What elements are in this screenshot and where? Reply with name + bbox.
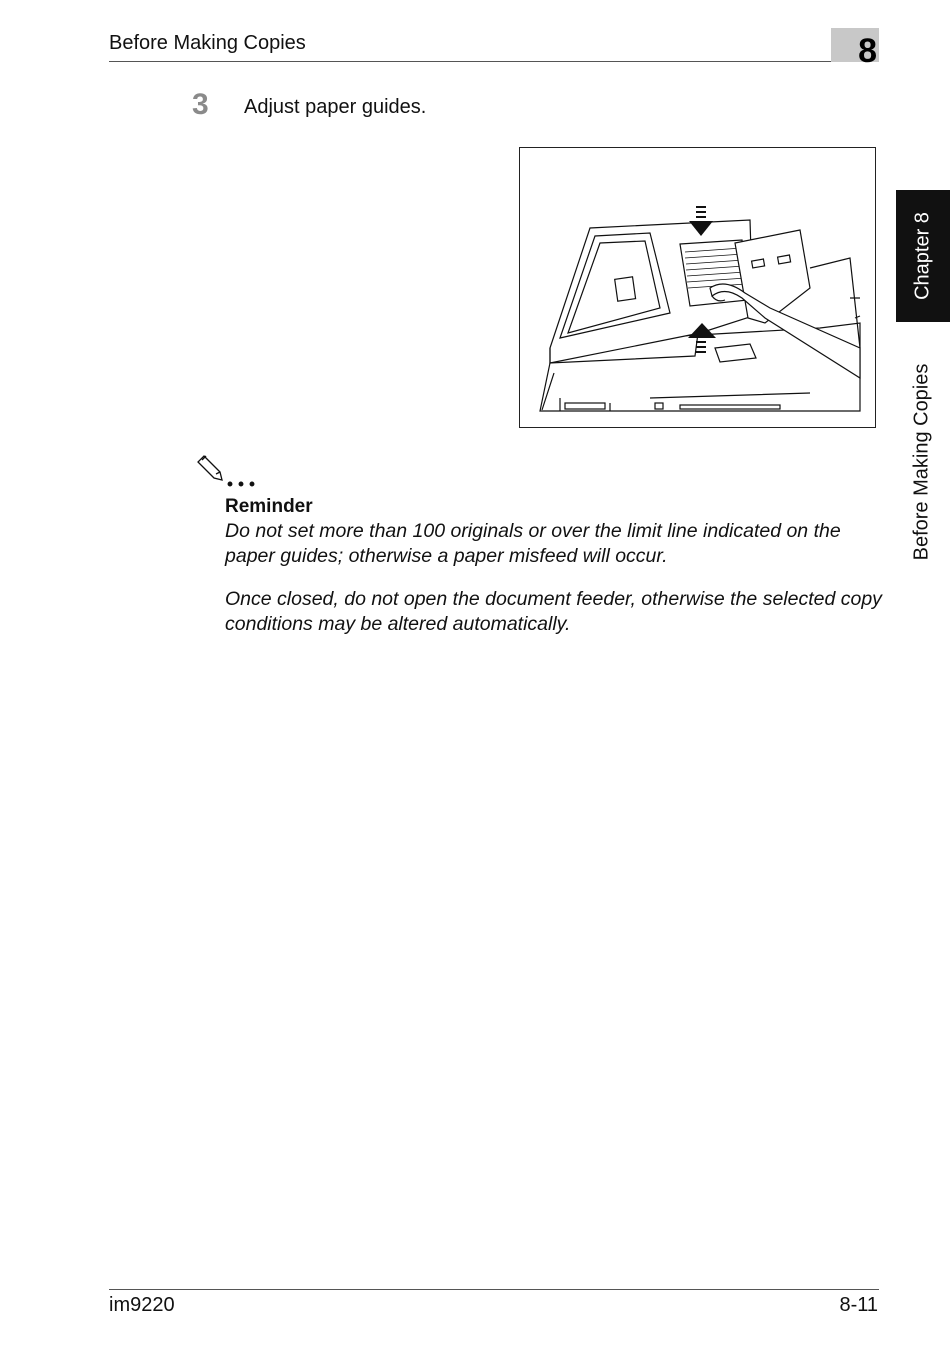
chapter-number: 8	[858, 32, 877, 70]
footer-rule	[109, 1289, 879, 1290]
step-number: 3	[192, 88, 209, 121]
side-tab-chapter	[896, 190, 950, 322]
header-rule	[109, 61, 879, 62]
side-tab-section-label: Before Making Copies	[910, 363, 933, 561]
document-feeder-illustration	[519, 147, 876, 428]
reminder-paragraph: Do not set more than 100 originals or over the limit line indicated on the paper guides; otherwise a paper misfeed will occur.	[225, 520, 841, 567]
page-header-title: Before Making Copies	[109, 32, 306, 54]
step-instruction: Adjust paper guides.	[244, 96, 427, 118]
footer-model: im9220	[109, 1294, 175, 1316]
side-tab-chapter-label: Chapter 8	[911, 212, 934, 300]
reminder-title: Reminder	[225, 496, 313, 517]
footer-page-number: 8-11	[839, 1294, 878, 1316]
reminder-paragraph: Once closed, do not open the document feeder, otherwise the selected copy conditions may be altered automatically.	[225, 588, 882, 635]
chapter-badge	[831, 28, 879, 70]
pencil-note-icon	[196, 452, 260, 488]
